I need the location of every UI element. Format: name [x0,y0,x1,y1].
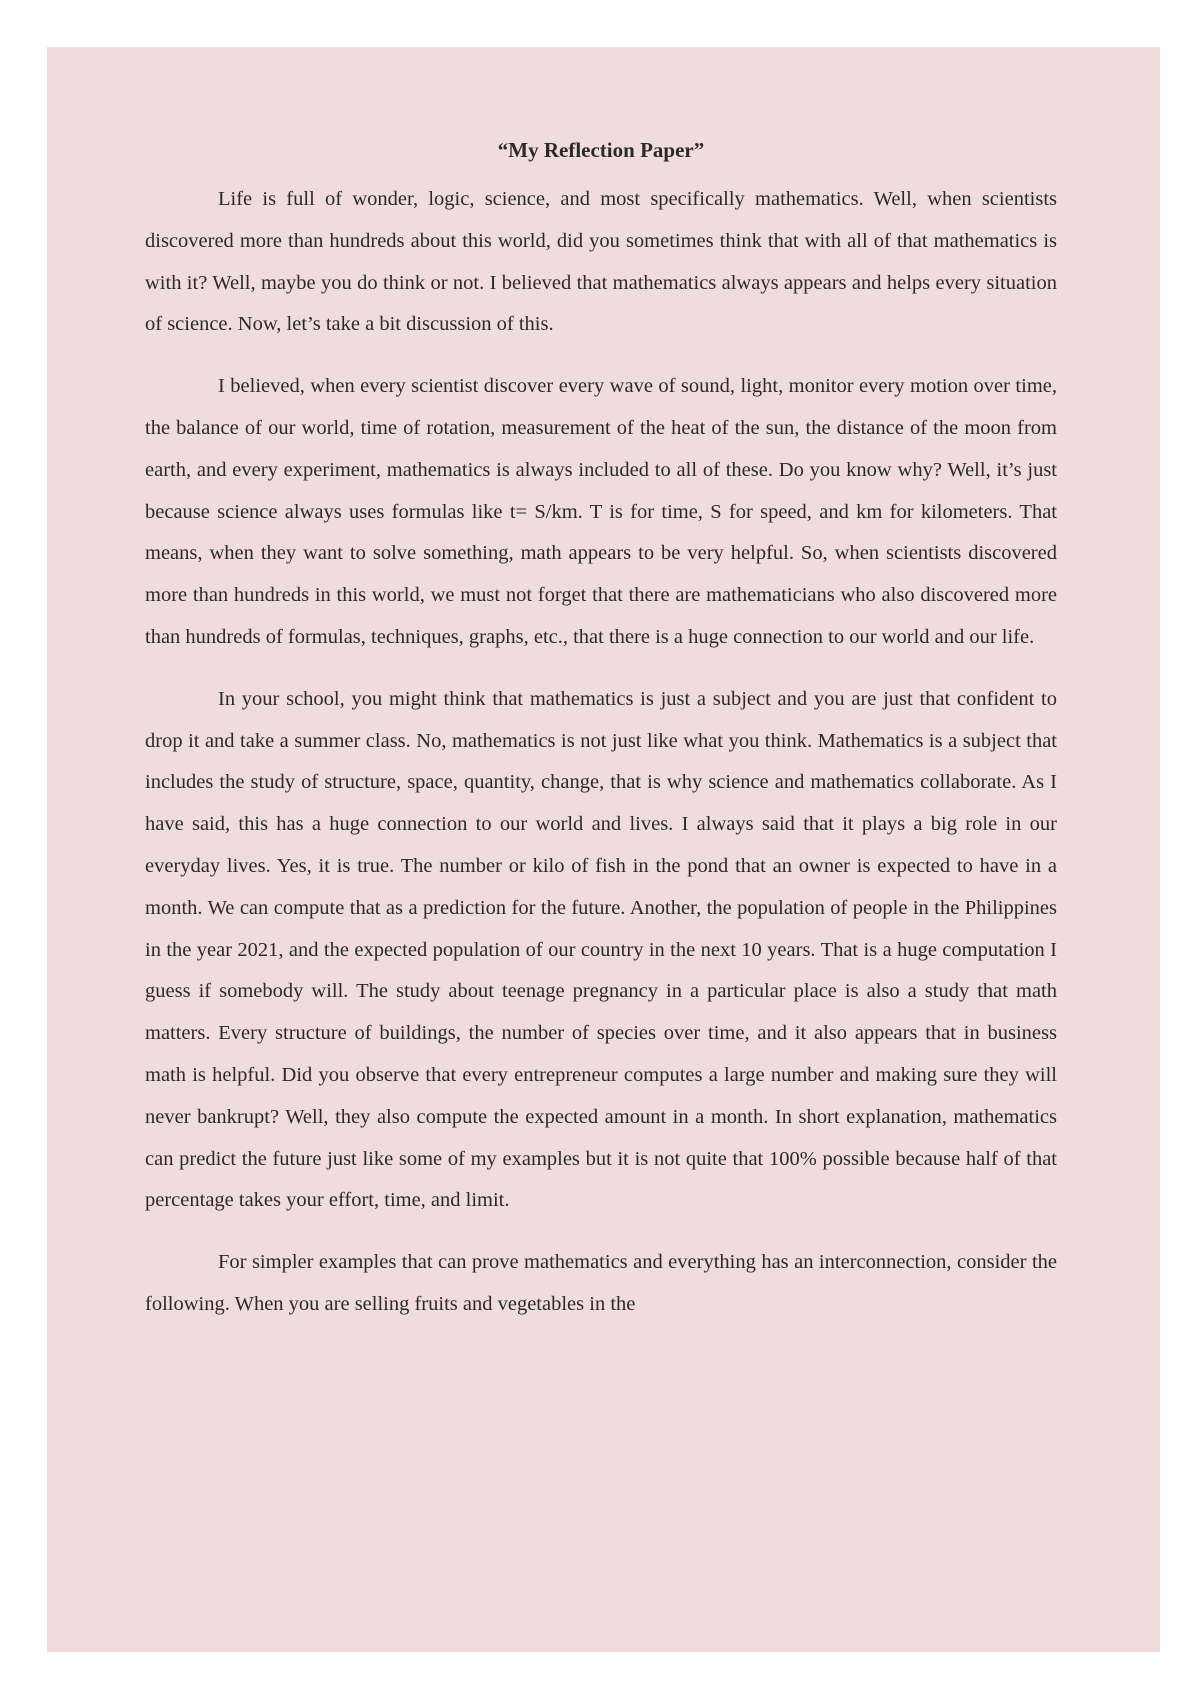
paragraph-2: I believed, when every scientist discover every wave of sound, light, monitor every motion over time, the balance of our world, time of rotation, measurement of the heat of the sun, the distance of the moon from earth, and every experiment, mathematics is always included to all of these. Do you know why? Well, it’s just because science always uses formulas like t= S/km. T is for time, S for speed, and km for kilometers. That means, when they want to solve something, math appears to be very helpful. So, when scientists discovered more than hundreds in this world, we must not forget that there are mathematicians who also discovered more than hundreds of formulas, techniques, graphs, etc., that there is a huge connection to our world and our life. [145,375,1057,648]
paragraph-1: Life is full of wonder, logic, science, and most specifically mathematics. Well, when scientists discovered more than hundreds about this world, did you sometimes think that with all of that mathematics is with it? Well, maybe you do think or not. I believed that mathematics always appears and helps every situation of science. Now, let’s take a bit discussion of this. [145,188,1057,336]
paragraph-3: In your school, you might think that mathematics is just a subject and you are just that confident to drop it and take a summer class. No, mathematics is not just like what you think. Mathematics is a subject that includes the study of structure, space, quantity, change, that is why science and mathematics collaborate. As I have said, this has a huge connection to our world and lives. I always said that it plays a big role in our everyday lives. Yes, it is true. The number or kilo of fish in the pond that an owner is expected to have in a month. We can compute that as a prediction for the future. Another, the population of people in the Philippines in the year 2021, and the expected population of our country in the next 10 years. That is a huge computation I guess if somebody will. The study about teenage pregnancy in a particular place is also a study that math matters. Every structure of buildings, the number of species over time, and it also appears that in business math is helpful. Did you observe that every entrepreneur computes a large number and making sure they will never bankrupt? Well, they also compute the expected amount in a month. In short explanation, mathematics can predict the future just like some of my examples but it is not quite that 100% possible because half of that percentage takes your effort, time, and limit. [145,687,1057,1212]
document-title: “My Reflection Paper” [497,138,705,162]
paragraph-4: For simpler examples that can prove mathematics and everything has an interconnection, consider the following. When you are selling fruits and vegetables in the [145,1251,1057,1315]
document-page [47,47,1160,1652]
document-body [145,135,1057,1346]
